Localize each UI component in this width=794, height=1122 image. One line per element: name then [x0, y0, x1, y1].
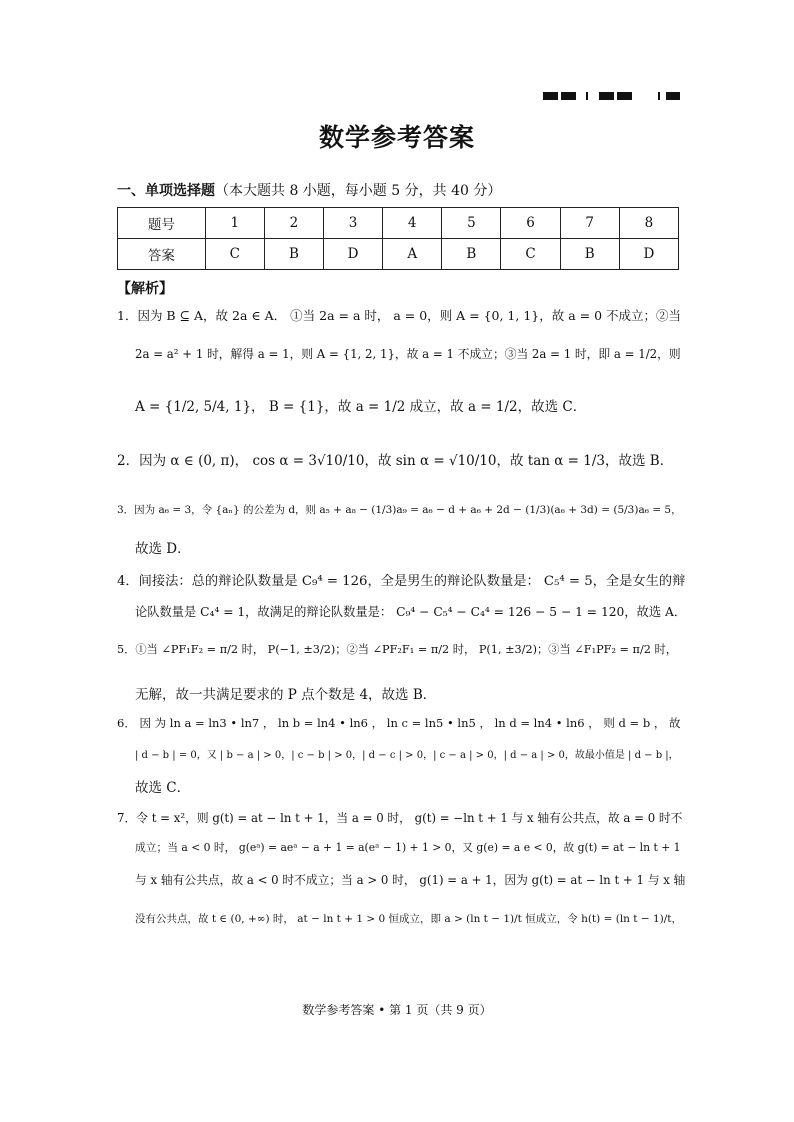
q3-line2: 故选 D．: [135, 541, 191, 557]
page-title: 数学参考答案: [318, 123, 475, 152]
table-cell: 8: [619, 208, 678, 239]
table-cell: B: [560, 239, 619, 270]
table-cell: 1: [205, 208, 264, 239]
table-cell: D: [619, 239, 678, 270]
q1-line2: 2a = a² + 1 时，解得 a = 1，则 A = {1, 2, 1}，故 a = 1 不成立；③当 2a = 1 时，即 a = 1/2，则: [135, 347, 681, 361]
section-heading-label: 一、单项选择题: [117, 183, 215, 199]
section-heading: [117, 180, 501, 200]
q7-line4: 没有公共点，故 t ∈ (0, +∞) 时， at − ln t + 1 > 0 恒成立，即 a > (ln t − 1)/t 恒成立，令 h(t) = (ln t − 1)/t，: [135, 913, 683, 925]
analysis-label: 【解析】: [117, 281, 173, 297]
q6-line3: 故选 C．: [135, 780, 191, 796]
q3-line1: 3．因为 a₆ = 3，令 {aₙ} 的公差为 d，则 a₅ + a₈ − (1/3)a₉ = a₆ − d + a₆ + 2d − (1/3)(a₆ + 3d) = (5/3)a₆ = 5，: [117, 504, 682, 516]
section-heading-note: （本大题共 8 小题，每小题 5 分，共 40 分）: [215, 183, 502, 199]
table-cell: D: [324, 239, 383, 270]
table-cell: 6: [501, 208, 560, 239]
q6-line2: | d − b | = 0，又 | b − a | > 0，| c − b | > 0，| d − c | > 0，| c − a | > 0，| d − a | > 0，故最小值是 | d − b |，: [135, 750, 679, 761]
table-cell: C: [205, 239, 264, 270]
table-cell: A: [383, 239, 442, 270]
q7-line3: 与 x 轴有公共点，故 a < 0 时不成立；当 a > 0 时， g(1) = a + 1，因为 g(t) = at − ln t + 1 与 x 轴: [135, 873, 686, 887]
page-footer: 数学参考答案 • 第 1 页（共 9 页）: [302, 1003, 492, 1017]
answer-table-row-numbers: [118, 208, 679, 239]
q1-line3: A = {1/2, 5/4, 1}， B = {1}，故 a = 1/2 成立，故 a = 1/2，故选 C．: [135, 399, 587, 415]
q5-line1: 5．①当 ∠PF₁F₂ = π/2 时， P(−1, ±3/2)；②当 ∠PF₂F₁ = π/2 时， P(1, ±3/2)；③当 ∠F₁PF₂ = π/2 时，: [117, 643, 677, 656]
q4-line2: 论队数量是 C₄⁴ = 1，故满足的辩论队数量是： C₉⁴ − C₅⁴ − C₄⁴ = 126 − 5 − 1 = 120，故选 A．: [135, 605, 687, 619]
q4-line1: 4．间接法：总的辩论队数量是 C₉⁴ = 126，全是男生的辩论队数量是： C₅⁴ = 5，全是女生的辩: [117, 574, 686, 589]
answer-table: [117, 207, 679, 270]
q6-line1: 6． 因 为 ln a = ln3 • ln7 ， ln b = ln4 • ln6 ， ln c = ln5 • ln5 ， ln d = ln4 • ln6 ， 则 d = b ， 故: [117, 716, 681, 730]
answer-table-row1-label: 题号: [118, 208, 206, 239]
table-cell: 3: [324, 208, 383, 239]
table-cell: B: [442, 239, 501, 270]
q7-line1: 7．令 t = x²，则 g(t) = at − ln t + 1，当 a = 0 时， g(t) = −ln t + 1 与 x 轴有公共点，故 a = 0 时不: [117, 811, 683, 825]
table-cell: 2: [264, 208, 323, 239]
table-cell: B: [264, 239, 323, 270]
q5-line2: 无解，故一共满足要求的 P 点个数是 4，故选 B．: [135, 687, 437, 703]
q1-line1: 1．因为 B ⊆ A，故 2a ∈ A． ①当 2a = a 时， a = 0，则 A = {0, 1, 1}，故 a = 0 不成立；②当: [117, 308, 682, 323]
answer-table-row-answers: [118, 239, 679, 270]
q7-line2: 成立；当 a < 0 时， g(eᵃ) = aeᵃ − a + 1 = a(eᵃ − 1) + 1 > 0，又 g(e) = a e < 0，故 g(t) = at − ln t + 1: [135, 841, 681, 854]
table-cell: C: [501, 239, 560, 270]
q2-line1: 2．因为 α ∈ (0, π)， cos α = 3√10/10，故 sin α = √10/10，故 tan α = 1/3，故选 B．: [117, 453, 674, 469]
answer-table-row2-label: 答案: [118, 239, 206, 270]
table-cell: 7: [560, 208, 619, 239]
table-cell: 5: [442, 208, 501, 239]
table-cell: 4: [383, 208, 442, 239]
